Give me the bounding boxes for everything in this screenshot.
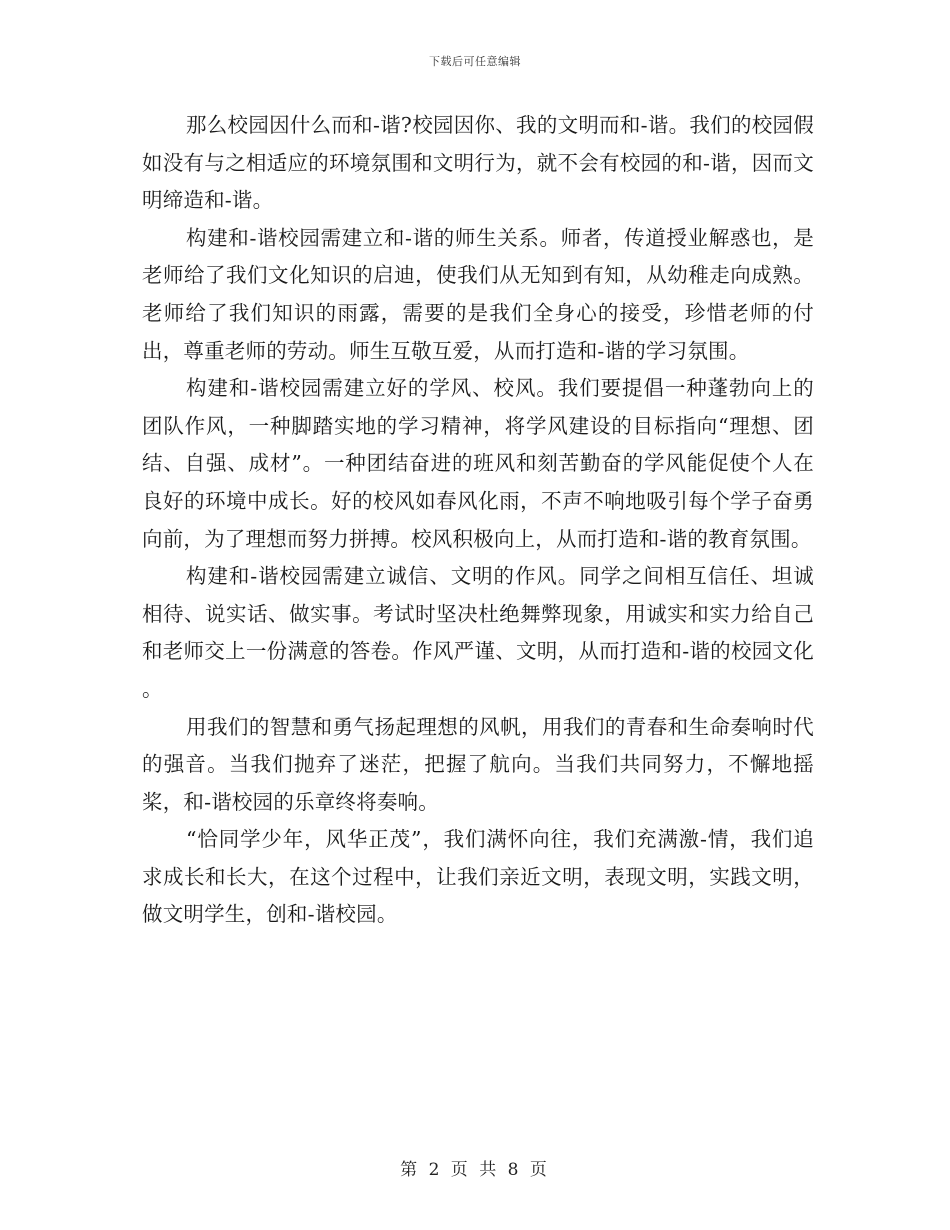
paragraph-1: 那么校园因什么而和-谐?校园因你、我的文明而和-谐。我们的校园假如没有与之相适应的环境氛围和文明行为，就不会有校园的和-谐，因而文明缔造和-谐。 [142,113,814,213]
paragraph-3: 构建和-谐校园需建立好的学风、校风。我们要提倡一种蓬勃向上的团队作风，一种脚踏实地的学习精神，将学风建设的目标指向“理想、团结、自强、成材”。一种团结奋进的班风和刻苦勤奋的学风能促使个人在良好的环境中成长。好的校风如春风化雨，不声不响地吸引每个学子奋勇向前，为了理想而努力拼搏。校风积极向上，从而打造和-谐的教育氛围。 [142,376,814,551]
paragraph-4: 构建和-谐校园需建立诚信、文明的作风。同学之间相互信任、坦诚相待、说实话、做实事。考试时坚决杜绝舞弊现象，用诚实和实力给自己和老师交上一份满意的答卷。作风严谨、文明，从而打造和-谐的校园文化 。 [142,564,814,701]
paragraph-5: 用我们的智慧和勇气扬起理想的风帆，用我们的青春和生命奏响时代的强音。当我们抛弃了迷茫，把握了航向。当我们共同努力，不懈地摇桨，和-谐校园的乐章终将奏响。 [142,714,814,814]
page-header-note: 下载后可任意编辑 [429,55,521,68]
paragraph-6: “恰同学少年，风华正茂”，我们满怀向往，我们充满激-情，我们追求成长和长大，在这个过程中，让我们亲近文明，表现文明，实践文明，做文明学生，创和-谐校园。 [142,827,814,927]
paragraph-2: 构建和-谐校园需建立和-谐的师生关系。师者，传道授业解惑也，是老师给了我们文化知识的启迪，使我们从无知到有知，从幼稚走向成熟。老师给了我们知识的雨露，需要的是我们全身心的接受，珍惜老师的付出，尊重老师的劳动。师生互敬互爱，从而打造和-谐的学习氛围。 [142,225,814,363]
page-number-indicator: 第 2 页 共 8 页 [400,1160,550,1180]
document-body [142,107,814,934]
